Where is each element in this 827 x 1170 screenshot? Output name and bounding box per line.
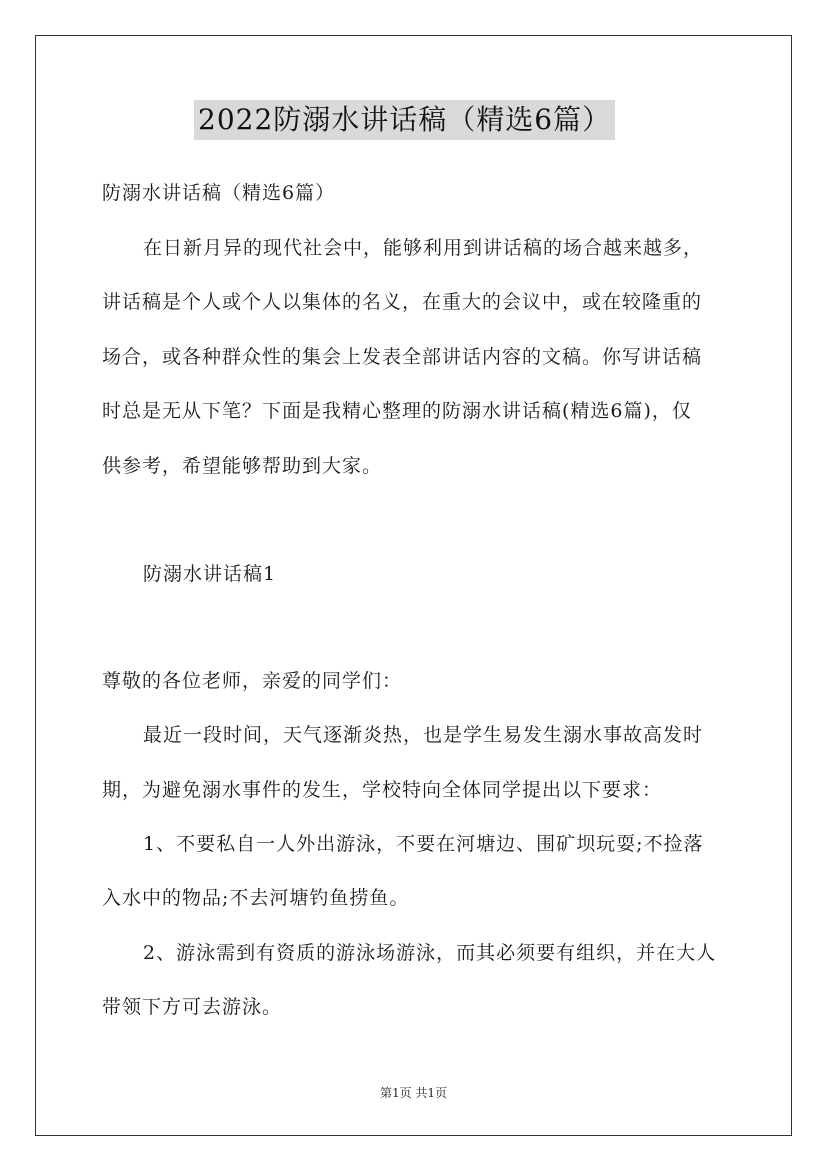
intro-line-5: 供参考，希望能够帮助到大家。 (102, 455, 383, 477)
page-footer: 第1页 共1页 (379, 1086, 448, 1100)
rule-2-line-1: 2、游泳需到有资质的游泳场游泳，而其必须要有组织，并在大人 (143, 942, 717, 964)
body-line-1: 最近一段时间，天气逐渐炎热，也是学生易发生溺水事故高发时 (143, 724, 704, 746)
rule-1-line-2: 入水中的物品;不去河塘钓鱼捞鱼。 (102, 887, 410, 909)
intro-line-3: 场合，或各种群众性的集会上发表全部讲话内容的文稿。你写讲话稿 (102, 346, 703, 368)
rule-2-line-2: 带领下方可去游泳。 (102, 996, 283, 1018)
intro-line-2: 讲话稿是个人或个人以集体的名义，在重大的会议中，或在较隆重的 (102, 291, 703, 313)
body-line-2: 期，为避免溺水事件的发生，学校特向全体同学提出以下要求： (102, 779, 663, 801)
section-heading: 防溺水讲话稿1 (143, 563, 277, 585)
rule-1-line-1: 1、不要私自一人外出游泳，不要在河塘边、围矿坝玩耍;不捡落 (143, 833, 704, 855)
subtitle-line: 防溺水讲话稿（精选6篇） (102, 182, 336, 204)
intro-line-4: 时总是无从下笔？下面是我精心整理的防溺水讲话稿(精选6篇)，仅 (102, 400, 692, 422)
salutation-line: 尊敬的各位老师，亲爱的同学们： (102, 670, 403, 692)
intro-line-1: 在日新月异的现代社会中，能够利用到讲话稿的场合越来越多， (143, 237, 704, 259)
document-title: 2022防溺水讲话稿（精选6篇） (194, 100, 615, 140)
